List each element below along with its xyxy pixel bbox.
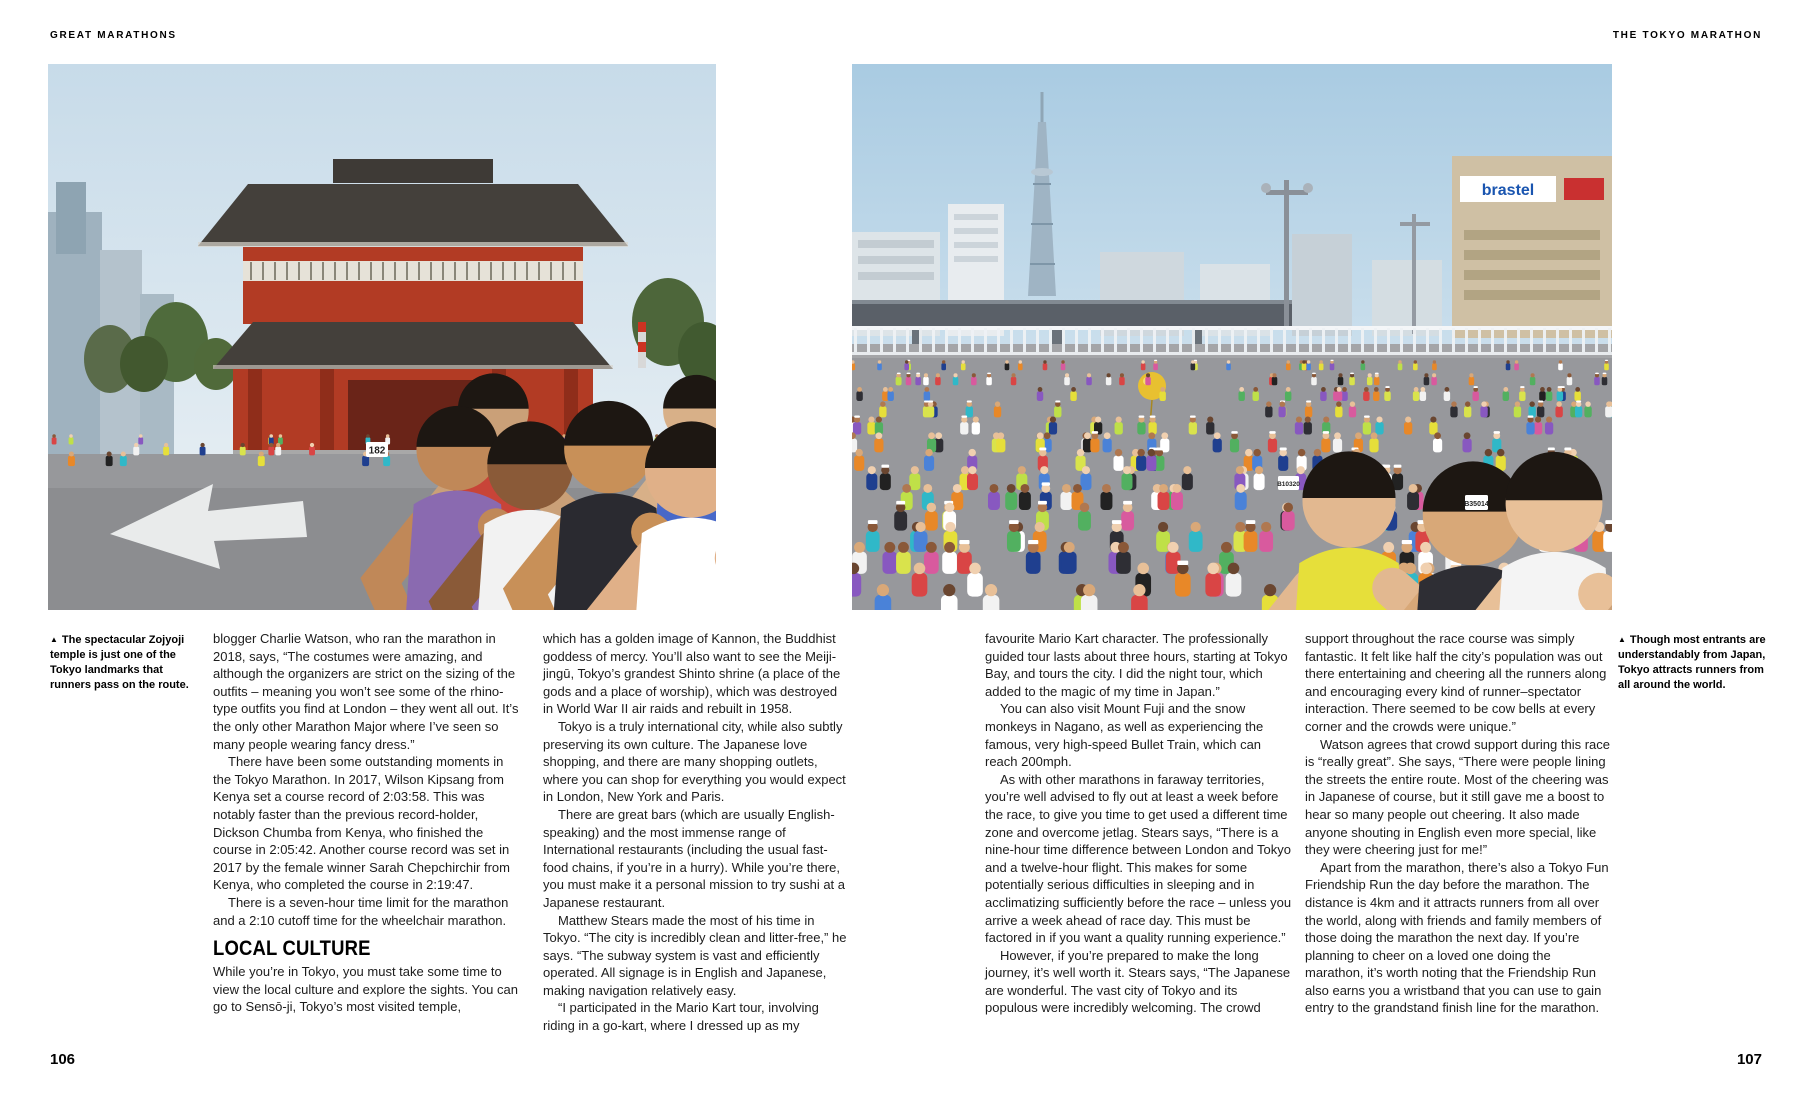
body-paragraph: There have been some outstanding moments in the Tokyo Marathon. In 2017, Wilson Kipsang from Kenya set a course record of 2:03:58. This was notably faster than the previous record-holder, Dickson Chumba from Kenya, who finished the course in 2:05:42. Another course record was set in 2017 by the female winner Sarah Chepchirchir from Kenya, who completed the course in 2:19:47.: [213, 754, 510, 893]
left-photo-caption: [50, 633, 204, 693]
svg-text:B10320: B10320: [1277, 481, 1300, 488]
text-column-2: [543, 630, 850, 1035]
svg-text:brastel: brastel: [1481, 182, 1535, 199]
brastel-building: [1452, 156, 1612, 338]
page-number-left: 106: [50, 1051, 76, 1068]
text-column-1: [213, 630, 520, 1016]
body-paragraph: which has a golden image of Kannon, the Buddhist goddess of mercy. You’ll also want to see the Meiji-jingū, Tokyo’s grandest Shinto shrine (a place of the gods and a place of worship), which was destroyed in World War II air raids and rebuilt in 1958.: [543, 631, 841, 717]
svg-text:182: 182: [368, 445, 386, 457]
body-paragraph: There is a seven-hour time limit for the marathon and a 2:10 cutoff time for the wheelchair marathon.: [213, 894, 509, 928]
left-photo-zojoji-temple: [48, 64, 716, 610]
body-paragraph: There are great bars (which are usually English-speaking) and the most immense range of International restaurants (including the usual fast-food chains, if you’re in a hurry). While you’re there, you must make it a personal mission to try sushi at a Japanese restaurant.: [543, 806, 846, 910]
caption-triangle-icon: ▲: [1618, 635, 1626, 644]
caption-triangle-icon: ▲: [50, 635, 58, 644]
body-paragraph: Apart from the marathon, there’s also a Tokyo Fun Friendship Run the day before the marathon. The distance is 4km and it attracts runners from all over the world, along with friends and family members of those doing the marathon the next day. If you’re planning to cheer on a loved one doing the marathon, it’s worth noting that the Friendship Run also earns you a wristband that you can use to gain entry to the grandstand finish line for the marathon.: [1305, 859, 1609, 1016]
right-photo-tokyo-crowd: [852, 64, 1612, 610]
race-bib-b10320: [1277, 476, 1300, 490]
temple-banners: [638, 322, 646, 368]
body-paragraph: blogger Charlie Watson, who ran the marathon in 2018, says, “The costumes were amazing, and although the organizers are strict on the sizing of the outfits – meaning you won’t see some of the rhino-type outfits you find at London – they went all out. It’s the only other Marathon Major where I’ve seen so many people wearing fancy dress.”: [213, 631, 519, 752]
body-paragraph: As with other marathons in faraway territories, you’re well advised to fly out at least a week before the race, to give you time to get used a different time zone and overcome jetlag. Stears says, “There is a nine-hour time difference between London and Tokyo and a twelve-hour flight. This makes for some potentially serious difficulties in sleeping and in acclimatizing sufficiently before the race – unless you arrive a week ahead of race day. This must be factored in if you want a quality running experience.”: [985, 771, 1292, 946]
page-number-right: 107: [1736, 1051, 1762, 1068]
body-paragraph: support throughout the race course was simply fantastic. It felt like half the city’s population was out there entertaining and cheering all the runners along and encouraging every kind of runner–spectator interaction. There seemed to be cow bells at every corner and the crowds were unique.”: [1305, 631, 1607, 734]
body-paragraph: Matthew Stears made the most of his time in Tokyo. “The city is incredibly clean and litter-free,” he says. “The subway system is vast and efficiently operated. All signage is in English and Japanese, making navigation relatively easy.: [543, 912, 847, 998]
race-bib-b35014: [1464, 495, 1489, 510]
svg-text:B35014: B35014: [1464, 501, 1489, 508]
text-column-3: [985, 630, 1292, 1017]
body-paragraph: Watson agrees that crowd support during this race is “really great”. She says, “There were people lining the streets the entire route. Most of the cheering was in Japanese of course, but it still gave me a boost to hear so many people out cheering. It also made anyone shouting in English even more special, like they were cheering just for me!”: [1305, 736, 1610, 858]
body-paragraph: Tokyo is a truly international city, while also subtly preserving its own culture. The Japanese love shopping, and there are many shopping outlets, where you can shop for everything you would expect in London, New York and Paris.: [543, 718, 846, 805]
text-column-4: [1305, 630, 1612, 1017]
red-sign: [1564, 178, 1604, 200]
body-paragraph: “I participated in the Mario Kart tour, involving riding in a go-kart, where I dressed up as my: [543, 1000, 819, 1034]
caption-text: Though most entrants are understandably from Japan, Tokyo attracts runners from all around the world.: [1618, 634, 1766, 691]
body-paragraph: While you’re in Tokyo, you must take some time to view the local culture and explore the sights. You can go to Sensō-ji, Tokyo’s most visited temple,: [213, 964, 518, 1015]
body-paragraph: However, if you’re prepared to make the long journey, it’s well worth it. Stears says, “The Japanese are wonderful. The vast city of Tokyo and its populous were incredibly welcoming. The crowd: [985, 947, 1291, 1016]
section-heading-local-culture: LOCAL CULTURE: [213, 937, 371, 961]
body-paragraph: You can also visit Mount Fuji and the snow monkeys in Nagano, as well as experiencing the famous, very high-speed Bullet Train, which can reach 200mph.: [985, 701, 1264, 770]
right-photo-illustration: [852, 64, 1612, 610]
running-header-right: THE TOKYO MARATHON: [1612, 30, 1762, 41]
running-header-left: GREAT MARATHONS: [50, 30, 177, 41]
race-bib-182: [366, 442, 388, 457]
right-photo-caption: [1618, 633, 1772, 693]
caption-text: The spectacular Zojyoji temple is just one of the Tokyo landmarks that runners pass on the route.: [50, 634, 189, 691]
body-paragraph: favourite Mario Kart character. The professionally guided tour lasts about three hours, starting at Tokyo Bay, and tours the city. I did the night tour, which added to the magic of my time in Japan.”: [985, 631, 1288, 699]
left-photo-illustration: [48, 64, 716, 610]
